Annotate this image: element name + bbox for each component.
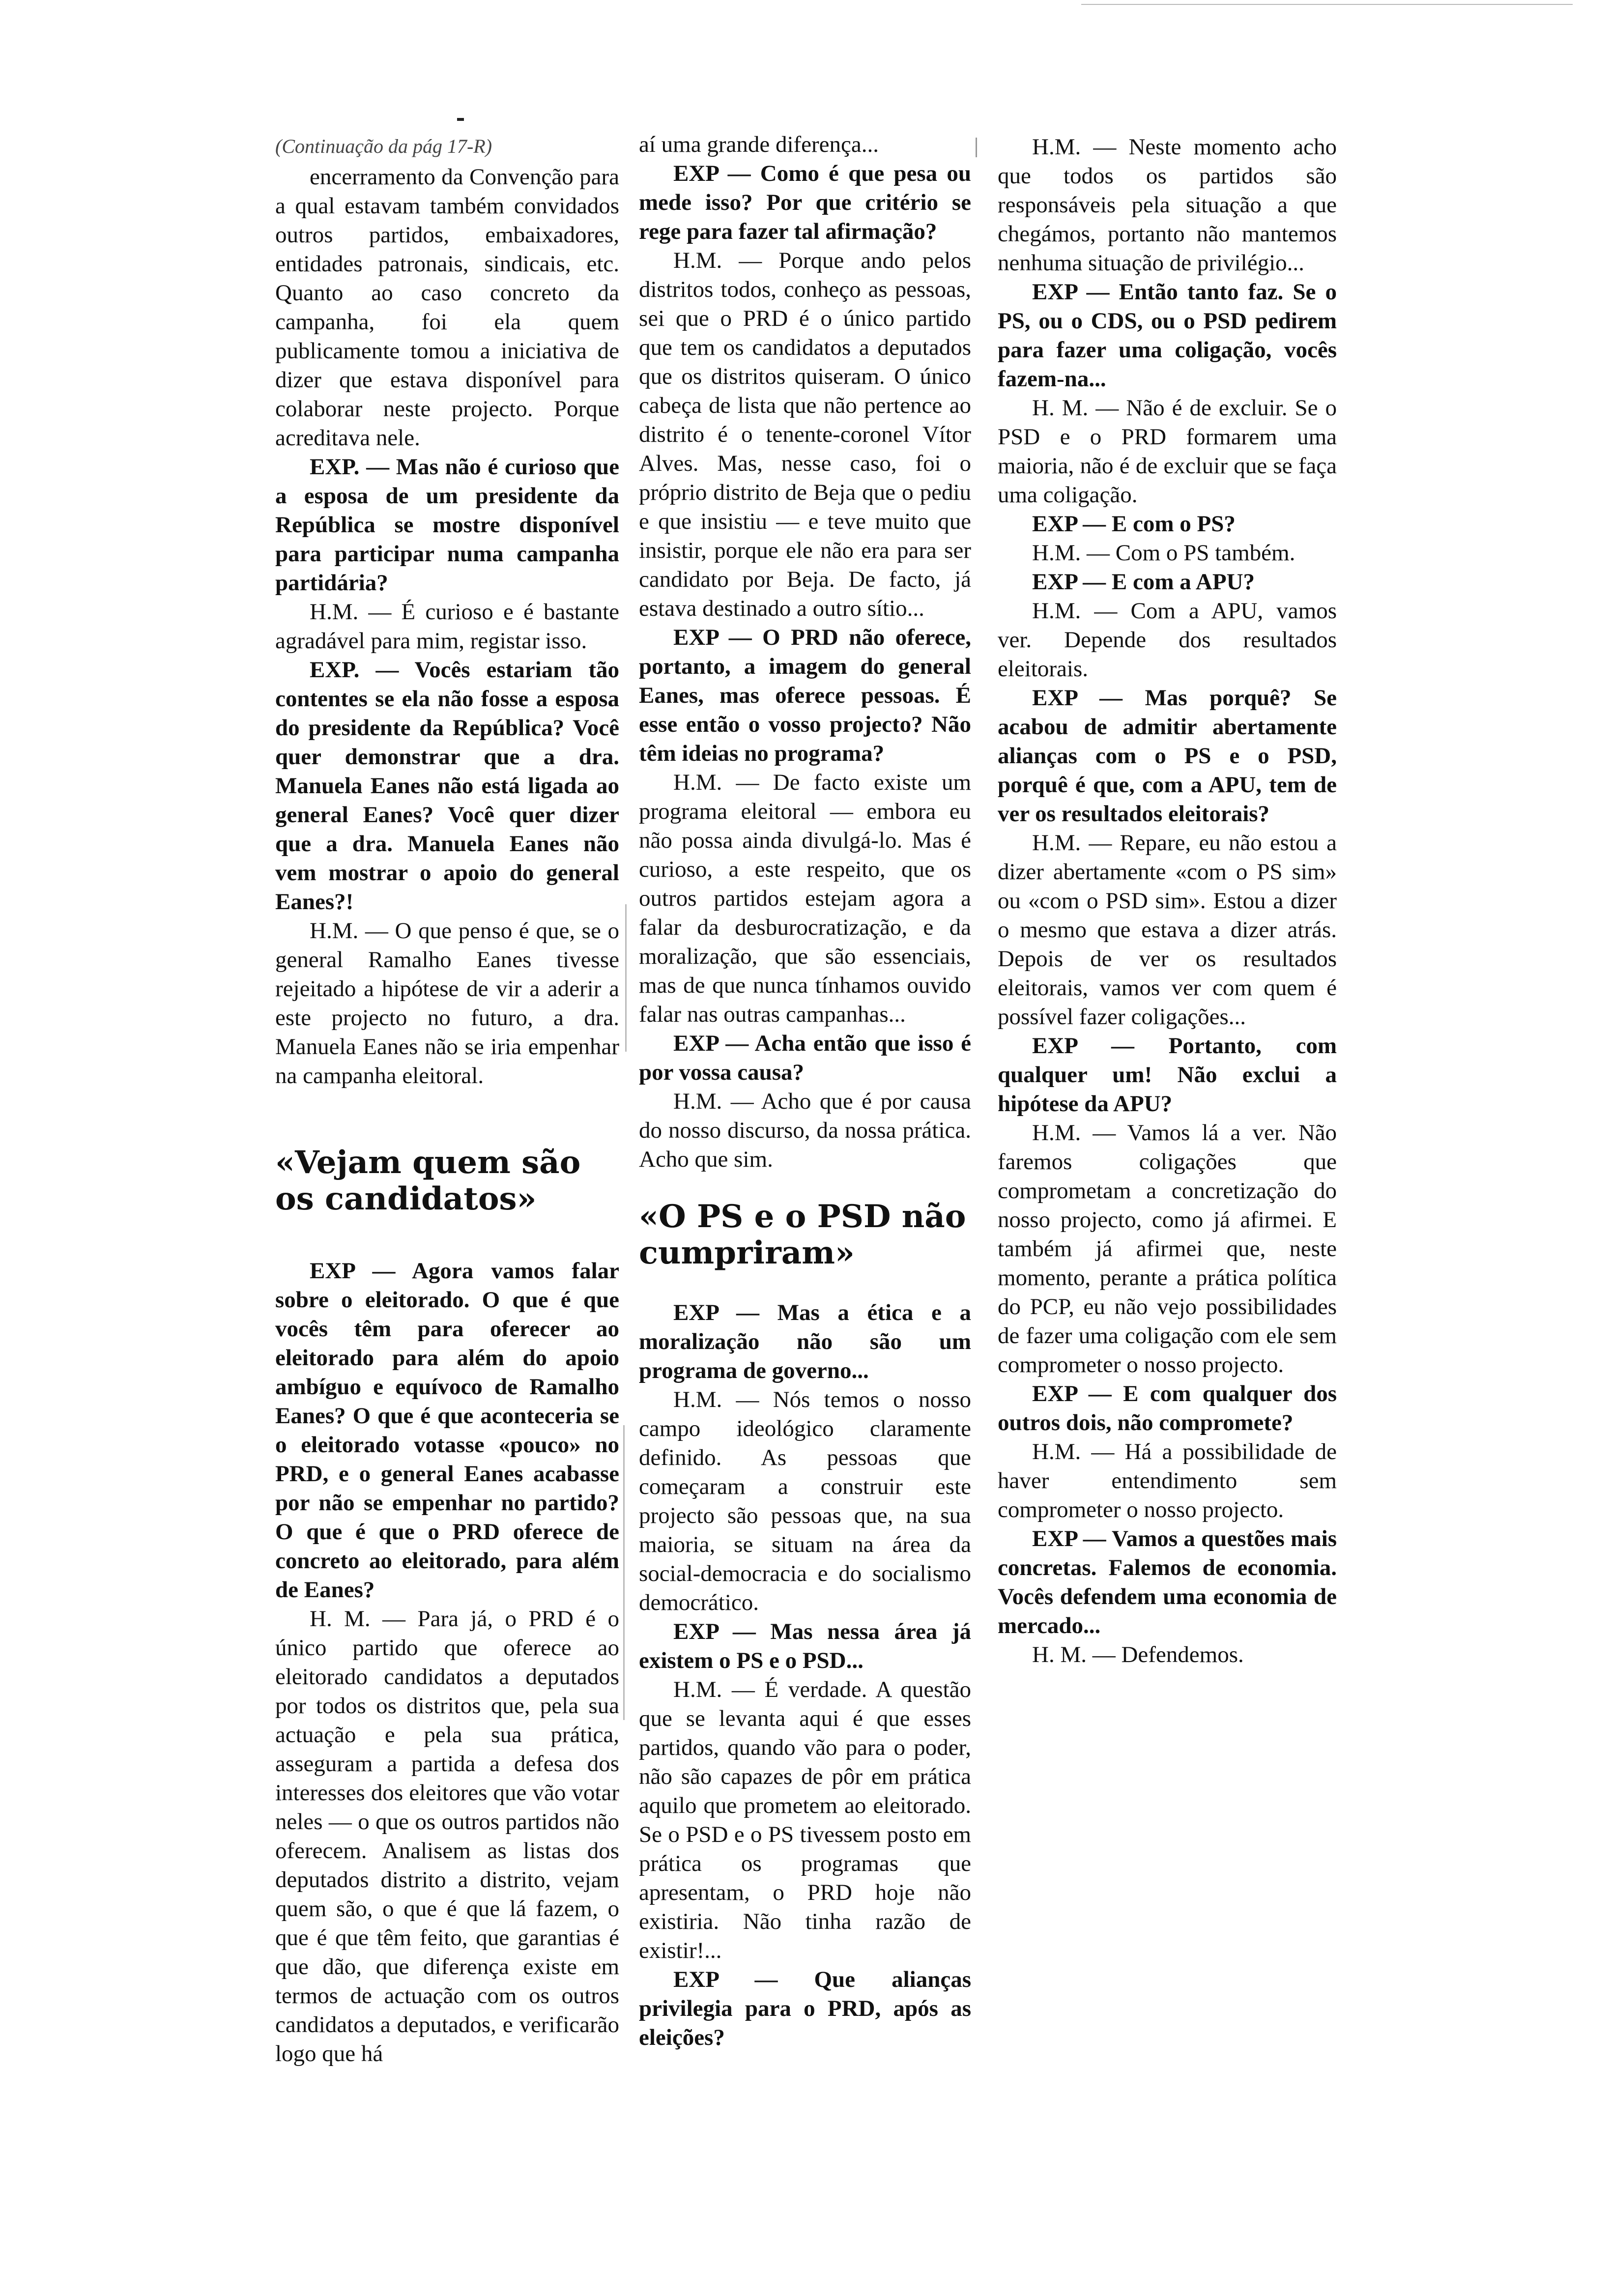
column-rule	[623, 1425, 625, 1720]
interview-question: EXP — Então tanto faz. Se o PS, ou o CDS, ou o PSD pedirem para fazer uma coligação, vocês fazem-na...	[998, 279, 1337, 392]
interview-question: EXP — Mas porquê? Se acabou de admitir abertamente alianças com o PS e o PSD, porquê é que, com a APU, tem de ver os resultados eleitorais?	[998, 685, 1337, 827]
continuation-note: (Continuação da pág 17-R)	[275, 135, 492, 157]
interview-answer: H.M. — Há a possibilidade de haver entendimento sem comprometer o nosso projecto.	[998, 1439, 1337, 1522]
column-2	[639, 130, 971, 2052]
interview-question: EXP. — Mas não é curioso que a esposa de um presidente da República se mostre disponível para participar numa campanha partidária?	[275, 454, 619, 596]
section-heading: «O PS e o PSD não cumpriram»	[639, 1198, 966, 1271]
interview-answer: H. M. — Defendemos.	[1032, 1642, 1244, 1667]
interview-question: EXP — Vamos a questões mais concretas. Falemos de economia. Vocês defendem uma economia de mercado...	[998, 1526, 1337, 1638]
interview-question: EXP — Acha então que isso é por vossa causa?	[639, 1031, 971, 1085]
interview-answer: H.M. — Acho que é por causa do nosso discurso, da nossa prática. Acho que sim.	[639, 1089, 971, 1172]
interview-question: EXP — Como é que pesa ou mede isso? Por que critério se rege para fazer tal afirmação?	[639, 161, 971, 244]
col1-body	[275, 163, 619, 1091]
interview-answer: aí uma grande diferença...	[639, 132, 879, 157]
interview-question: EXP. — Vocês estariam tão contentes se ela não fosse a esposa do presidente da República? Você quer demonstrar que a dra. Manuela Eanes não está ligada ao general Eanes? Você quer dizer que a dra. Manuela Eanes não vem mostrar o apoio do general Eanes?!	[275, 657, 619, 915]
interview-answer: H.M. — Com a APU, vamos ver. Depende dos resultados eleitorais.	[998, 598, 1337, 682]
col3-body	[998, 133, 1337, 1669]
column-3	[998, 133, 1337, 1669]
interview-question: EXP — E com qualquer dos outros dois, não compromete?	[998, 1381, 1337, 1435]
column-rule	[976, 138, 977, 157]
column-rule	[625, 904, 627, 1052]
col2-body-2	[639, 1298, 971, 2052]
col1-body-2	[275, 1257, 619, 2068]
interview-question: EXP — Que alianças privilegia para o PRD, após as eleições?	[639, 1967, 971, 2050]
interview-answer: H.M. — O que penso é que, se o general Ramalho Eanes tivesse rejeitado a hipótese de vir a aderir a este projecto no futuro, a dra. Manuela Eanes não se iria empenhar na campanha eleitoral.	[275, 918, 619, 1089]
interview-answer: H.M. — Vamos lá a ver. Não faremos coligações que comprometam a concretização do nosso projecto, como já afirmei. E também já afirmei que, neste momento, perante a prática política do PCP, eu não vejo possibilidades de fazer uma coligação com ele sem comprometer o nosso projecto.	[998, 1120, 1337, 1378]
interview-question: EXP — Mas nessa área já existem o PS e o PSD...	[639, 1619, 971, 1673]
interview-question: EXP — E com o PS?	[1032, 511, 1236, 537]
interview-answer: H.M. — Com o PS também.	[1032, 540, 1295, 566]
interview-answer: H. M. — Para já, o PRD é o único partido que oferece ao eleitorado candidatos a deputados por todos os distritos que, pela sua actuação e pela sua prática, asseguram a partida a defesa dos interesses dos eleitores que vão votar neles — o que os outros partidos não oferecem. Analisem as listas dos deputados distrito a distrito, vejam quem são, o que é que lá fazem, o que é que têm feito, que garantias é que dão, que diferença existe em termos de actuação com os outros candidatos a deputados, e verificarão logo que há	[275, 1606, 619, 2066]
col2-body	[639, 130, 971, 1174]
interview-answer: H.M. — Neste momento acho que todos os partidos são responsáveis pela situação a que chegámos, portanto não mantemos nenhuma situação de privilégio...	[998, 134, 1337, 276]
interview-question: EXP — Agora vamos falar sobre o eleitorado. O que é que vocês têm para oferecer ao eleitorado para além do apoio ambíguo e equívoco de Ramalho Eanes? O que é que aconteceria se o eleitorado votasse «pouco» no PRD, e o general Eanes acabasse por não se empenhar no partido? O que é que o PRD oferece de concreto ao eleitorado, para além de Eanes?	[275, 1258, 619, 1603]
section-heading: «Vejam quem são os candidatos»	[275, 1144, 581, 1217]
interview-answer: H.M. — Nós temos o nosso campo ideológico claramente definido. As pessoas que começaram a construir este projecto são pessoas que, na sua maioria, se situam na área da social-democracia e do socialismo democrático.	[639, 1387, 971, 1615]
interview-answer: H.M. — É verdade. A questão que se levanta aqui é que esses partidos, quando vão para o poder, não são capazes de pôr em prática aquilo que prometem ao eleitorado. Se o PSD e o PS tivessem posto em prática os programas que apresentam, o PRD hoje não existiria. Não tinha razão de existir!...	[639, 1677, 971, 1963]
scan-speck	[457, 118, 464, 121]
interview-question: EXP — Mas a ética e a moralização não são um programa de governo...	[639, 1300, 971, 1383]
interview-answer: H. M. — Não é de excluir. Se o PSD e o PRD formarem uma maioria, não é de excluir que se faça uma coligação.	[998, 395, 1337, 508]
interview-question: EXP — Portanto, com qualquer um! Não exclui a hipótese da APU?	[998, 1033, 1337, 1117]
interview-answer: H.M. — Repare, eu não estou a dizer abertamente «com o PS sim» ou «com o PSD sim». Estou a dizer o mesmo que estava a dizer atrás. Depois de ver os resultados eleitorais, vamos ver com quem é possível fazer coligações...	[998, 830, 1337, 1030]
interview-question: EXP — O PRD não oferece, portanto, a imagem do general Eanes, mas oferece pessoas. É esse então o vosso projecto? Não têm ideias no programa?	[639, 625, 971, 766]
interview-question: EXP — E com a APU?	[1032, 569, 1255, 595]
interview-answer: H.M. — Porque ando pelos distritos todos, conheço as pessoas, sei que o PRD é o único partido que tem os candidatos a deputados que os distritos quiseram. O único cabeça de lista que não pertence ao distrito é o tenente-coronel Vítor Alves. Mas, nesse caso, foi o próprio distrito de Beja que o pediu e que insistiu — e teve muito que insistir, porque ele não era para ser candidato por Beja. De facto, já estava destinado a outro sítio...	[639, 248, 971, 621]
interview-answer: H.M. — É curioso e é bastante agradável para mim, registar isso.	[275, 599, 619, 654]
interview-answer: encerramento da Convenção para a qual estavam também convidados outros partidos, embaixadores, entidades patronais, sindicais, etc. Quanto ao caso concreto da campanha, foi ela quem publicamente tomou a iniciativa de dizer que estava disponível para colaborar neste projecto. Porque acreditava nele.	[275, 164, 619, 451]
scan-rule-top	[1081, 4, 1573, 5]
column-1	[275, 132, 619, 2068]
interview-answer: H.M. — De facto existe um programa eleitoral — embora eu não possa ainda divulgá-lo. Mas é curioso, a este respeito, que os outros partidos estejam agora a falar da desburocratização, e da moralização, que são essenciais, mas de que nunca tínhamos ouvido falar nas outras campanhas...	[639, 770, 971, 1027]
